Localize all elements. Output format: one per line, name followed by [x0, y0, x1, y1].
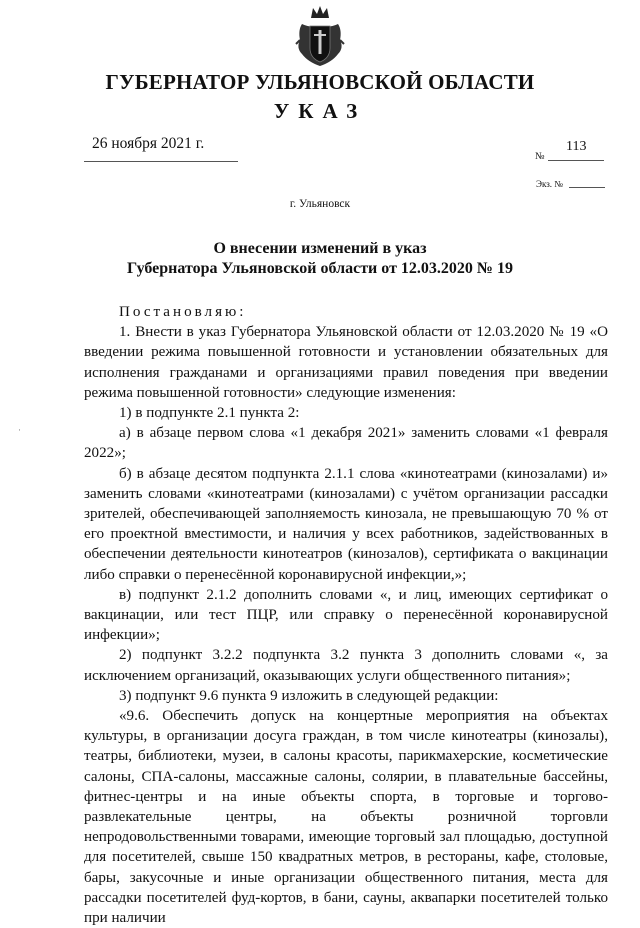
coat-of-arms-icon — [294, 4, 346, 70]
paragraph-subitem-2: 2) подпункт 3.2.2 подпункта 3.2 пункта 3 дополнить словами «, за исключением организаций, оказывающих услуги общественного питания»; — [84, 647, 608, 684]
paragraph-quoted-9-6: «9.6. Обеспечить допуск на концертные мероприятия на объектах культуры, в организации досуга граждан, в том числе кинотеатры (кинозалы), театры, библиотеки, музеи, в салоны красоты, парикмахерские, косметические салоны, СПА-салоны, массажные салоны, солярии, в плавательные бассейны, фитнес-центры и на иные объекты спорта, в торговые и торгово-развлекательные центры, на объекты розничной торговли непродовольственными товарами, имеющие торговый зал площадью, доступной для посетителей, свыше 150 квадратных метров, в рестораны, кафе, столовые, бары, закусочные и иные организации общественного питания, места для рассадки посетителей фуд-кортов, в бани, сауны, аквапарки посетителей только при наличии — [84, 708, 608, 927]
document-type: УКАЗ — [273, 99, 367, 123]
city: г. Ульяновск — [289, 198, 351, 210]
resolve-clause: Постановляю: — [119, 304, 247, 320]
document-number: 113 — [566, 139, 587, 154]
paragraph-subitem-b: б) в абзаце десятом подпункта 2.1.1 слова «кинотеатрами (кинозалами) и» заменить словами «кинотеатрами (кинозалами) с учётом организации рассадки зрителей, обеспечивающей заполняемость кинозала, не превышающую 70 % от его проектной вместимости, и наличия у всех работников, задействованных в обеспечении деятельности кинотеатров (кинозалов), сертификата о вакцинации либо справки о перенесённой коронавирусной инфекции,»; — [84, 465, 608, 583]
number-underline — [548, 160, 604, 161]
date-underline — [84, 161, 238, 162]
document-date: 26 ноября 2021 г. — [92, 135, 205, 152]
title-line-1: О внесении изменений в указ — [213, 240, 427, 257]
title-line-2: Губернатора Ульяновской области от 12.03.2020 № 19 — [127, 260, 513, 277]
number-label: № — [535, 151, 545, 162]
document-body — [84, 302, 608, 928]
copy-number-label: Экз. № — [536, 179, 563, 189]
document-title — [0, 239, 640, 279]
copy-number-underline — [569, 187, 605, 188]
paragraph-subitem-a: а) в абзаце первом слова «1 декабря 2021» заменить словами «1 февраля 2022»; — [84, 425, 608, 462]
margin-mark: · — [18, 425, 21, 435]
paragraph-item-1: 1. Внести в указ Губернатора Ульяновской области от 12.03.2020 № 19 «О введении режима повышенной готовности и установлении обязательных для исполнения гражданами и организациями правил поведения при введении режима повышенной готовности» следующие изменения: — [84, 324, 608, 401]
paragraph-subitem-1: 1) в подпункте 2.1 пункта 2: — [119, 405, 300, 422]
paragraph-subitem-3: 3) подпункт 9.6 пункта 9 изложить в следующей редакции: — [119, 687, 499, 704]
issuer-heading: ГУБЕРНАТОР УЛЬЯНОВСКОЙ ОБЛАСТИ — [105, 70, 535, 94]
paragraph-subitem-v: в) подпункт 2.1.2 дополнить словами «, и лиц, имеющих сертификат о вакцинации, или тест ПЦР, или справку о перенесённой коронавирусной инфекции»; — [84, 586, 608, 644]
